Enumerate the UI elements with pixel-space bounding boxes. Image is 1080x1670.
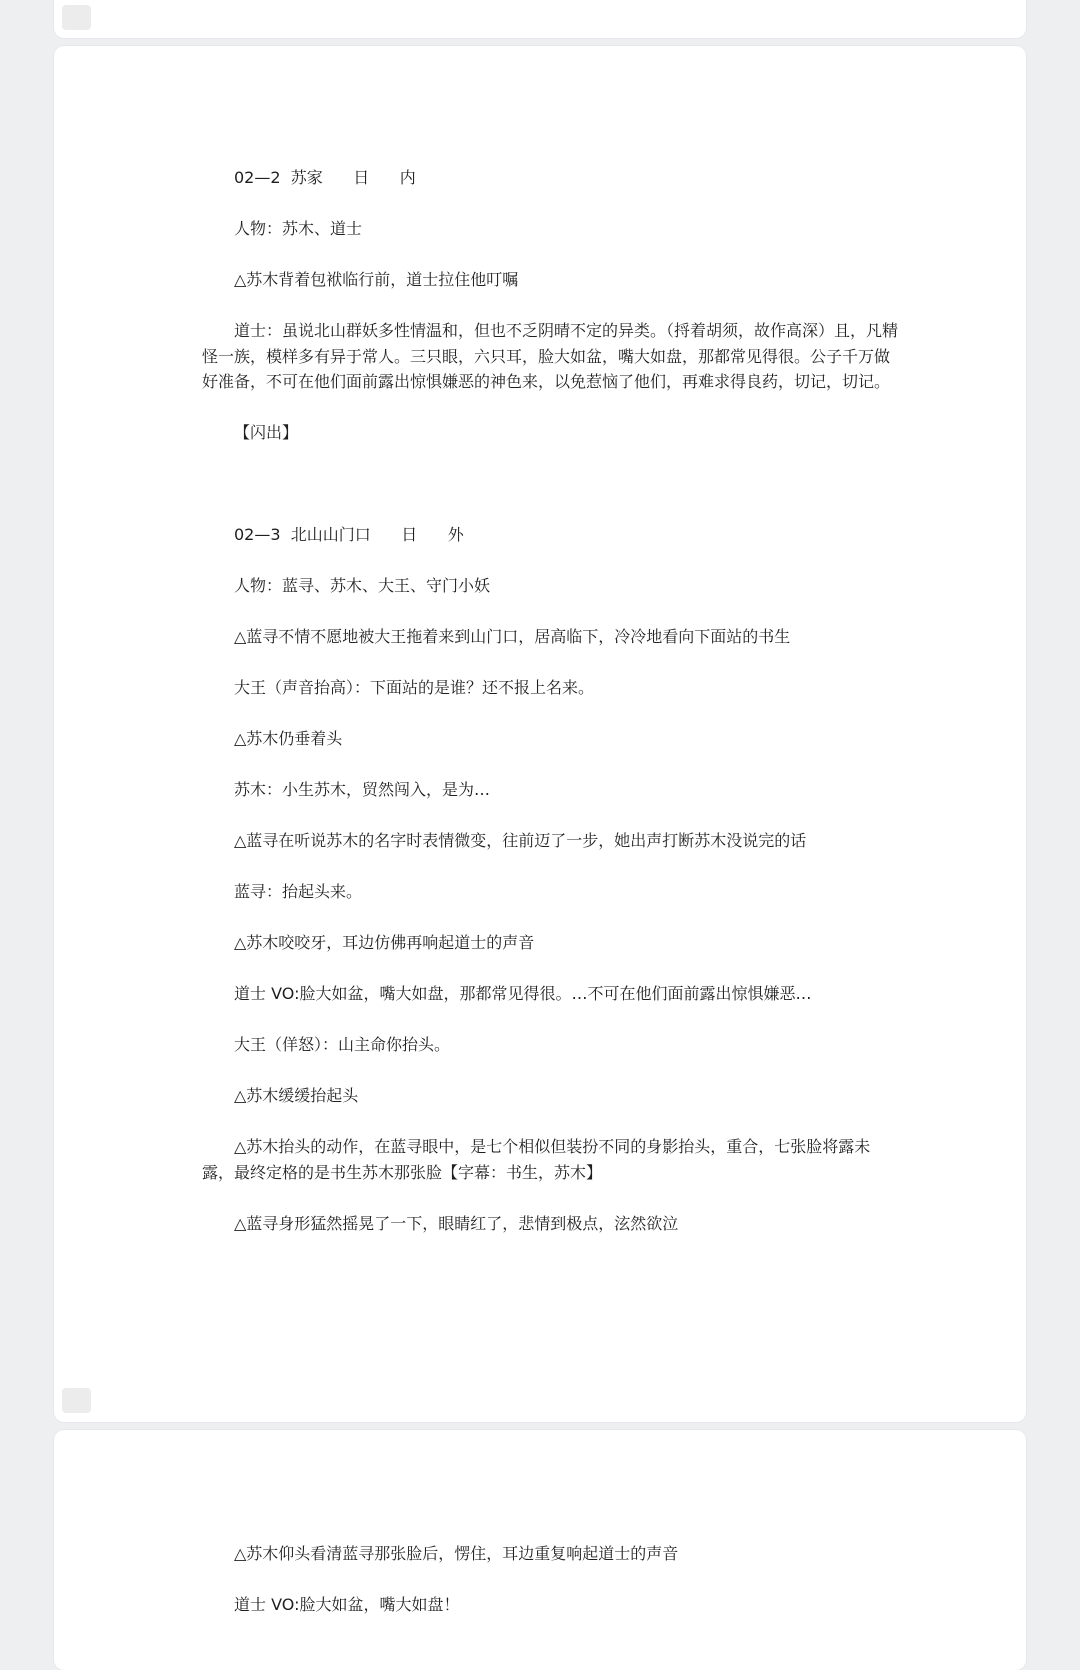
stage-direction: △蓝寻身形猛然摇晃了一下，眼睛红了，悲情到极点，泫然欲泣 (234, 1213, 679, 1233)
document-page-card (54, 46, 1026, 1422)
document-body (202, 1541, 902, 1618)
dialogue-paragraph: 道士 VO:脸大如盆，嘴大如盘！ (234, 1595, 460, 1614)
stage-direction: △蓝寻在听说苏木的名字时表情微变，往前迈了一步，她出声打断苏木没说完的话 (234, 831, 807, 850)
stage-direction: △苏木背着包袱临行前，道士拉住他叮嘱 (234, 270, 519, 289)
stage-direction: △苏木仍垂着头 (234, 729, 343, 748)
next-page-card (54, 1430, 1026, 1670)
page-marker (62, 5, 91, 30)
transition-note: 【闪出】 (234, 423, 299, 442)
stage-direction: △苏木咬咬牙，耳边仿佛再响起道士的声音 (234, 933, 535, 952)
stage-direction: △蓝寻不情不愿地被大王拖着来到山门口，居高临下，冷冷地看向下面站的书生 (234, 627, 791, 646)
dialogue-paragraph: 道士 VO:脸大如盆，嘴大如盘，那都常见得很。…不可在他们面前露出惊惧嫌恶… (234, 984, 812, 1003)
scene-characters: 人物：蓝寻、苏木、大王、守门小妖 (234, 576, 491, 595)
dialogue-paragraph: 蓝寻：抬起头来。 (234, 882, 363, 901)
page-marker (62, 1388, 91, 1413)
scene-characters: 人物：苏木、道士 (234, 219, 363, 238)
dialogue-paragraph: 道士：虽说北山群妖多性情温和，但也不乏阴晴不定的异类。（捋着胡须，故作高深）且，凡精怪一族，模样多有异于常人。三只眼，六只耳，脸大如盆，嘴大如盘，那都常见得很。公子千万做好准备，不可在他们面前露出惊惧嫌恶的神色来，以免惹恼了他们，再难求得良药，切记，切记。 (202, 321, 899, 391)
dialogue-paragraph: 大王（声音抬高）：下面站的是谁？还不报上名来。 (234, 678, 595, 697)
stage-direction: △苏木缓缓抬起头 (234, 1086, 359, 1105)
stage-direction: △苏木抬头的动作，在蓝寻眼中，是七个相似但装扮不同的身影抬头，重合，七张脸将露未露，最终定格的是书生苏木那张脸【字幕：书生，苏木】 (202, 1137, 871, 1182)
dialogue-paragraph: 大王（佯怒）：山主命你抬头。 (234, 1035, 451, 1054)
document-body (202, 165, 902, 1236)
scene-heading: 02—3 北山山门口 日 外 (234, 525, 464, 544)
stage-direction: △苏木仰头看清蓝寻那张脸后，愣住，耳边重复响起道士的声音 (234, 1544, 679, 1563)
previous-page-card (54, 0, 1026, 38)
scene-heading: 02—2 苏家 日 内 (234, 168, 416, 187)
dialogue-paragraph: 苏木：小生苏木，贸然闯入，是为… (234, 780, 491, 799)
